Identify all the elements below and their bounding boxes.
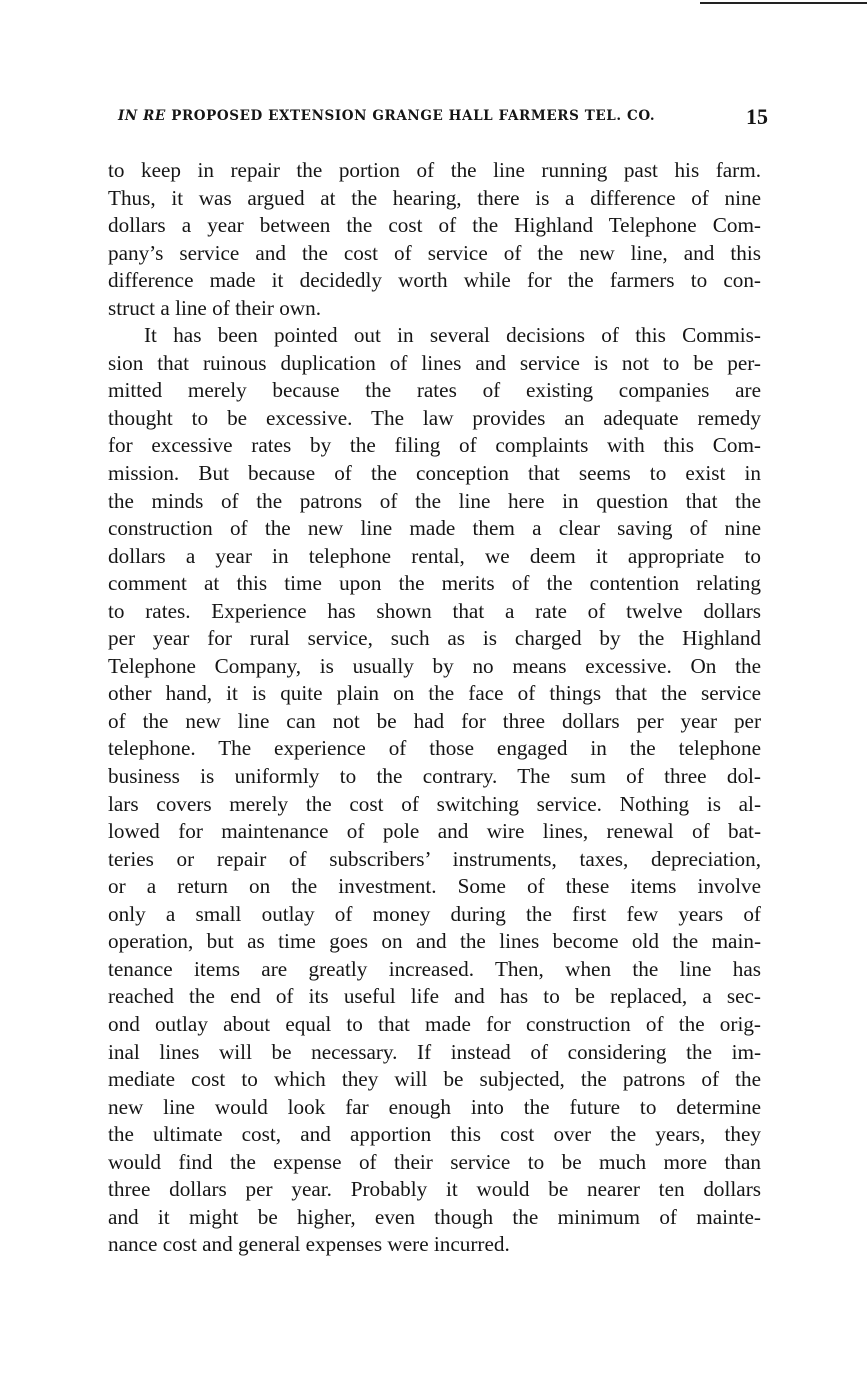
- body-text: [108, 157, 761, 1259]
- text-line: per year for rural service, such as is charged by the Highland: [108, 626, 761, 651]
- text-line: comment at this time upon the merits of the contention relating: [108, 571, 761, 596]
- text-line: and it might be higher, even though the minimum of mainte-: [108, 1204, 761, 1229]
- header-title-italic: IN RE: [118, 108, 166, 124]
- page-number: 15: [746, 104, 768, 129]
- text-line: sion that ruinous duplication of lines and service is not to be per-: [108, 350, 761, 375]
- text-line: mission. But because of the conception that seems to exist in: [108, 461, 761, 486]
- text-line: difference made it decidedly worth while for the farmers to con-: [108, 268, 761, 293]
- text-line: to keep in repair the portion of the line running past his farm.: [108, 158, 761, 182]
- text-line: other hand, it is quite plain on the face of things that the service: [108, 681, 761, 706]
- text-line: teries or repair of subscribers’ instruments, taxes, depreciation,: [108, 846, 761, 871]
- text-line: telephone. The experience of those engaged in the telephone: [108, 736, 761, 761]
- running-header: [118, 104, 768, 134]
- header-title-text: PROPOSED EXTENSION GRANGE HALL FARMERS TEL. CO.: [171, 108, 656, 124]
- text-line: to rates. Experience has shown that a rate of twelve dollars: [108, 598, 761, 623]
- text-line: It has been pointed out in several decisions of this Commis-: [144, 323, 761, 348]
- text-line: of the new line can not be had for three dollars per year per: [108, 708, 761, 733]
- header-title: [118, 108, 655, 124]
- text-line: Telephone Company, is usually by no means excessive. On the: [108, 653, 761, 678]
- paragraph: [108, 322, 761, 1259]
- text-line: pany’s service and the cost of service of the new line, and this: [108, 240, 761, 265]
- text-line: mediate cost to which they will be subjected, the patrons of the: [108, 1067, 761, 1092]
- text-line: business is uniformly to the contrary. The sum of three dol-: [108, 764, 761, 789]
- text-line: Thus, it was argued at the hearing, there is a difference of nine: [108, 185, 761, 210]
- text-line: ond outlay about equal to that made for construction of the orig-: [108, 1011, 761, 1036]
- text-line: inal lines will be necessary. If instead of considering the im-: [108, 1039, 761, 1064]
- text-line: the ultimate cost, and apportion this cost over the years, they: [108, 1122, 761, 1147]
- text-line: the minds of the patrons of the line here in question that the: [108, 488, 761, 513]
- text-line: dollars a year in telephone rental, we deem it appropriate to: [108, 543, 761, 568]
- text-line: for excessive rates by the filing of complaints with this Com-: [108, 433, 761, 458]
- text-line: three dollars per year. Probably it would be nearer ten dollars: [108, 1177, 761, 1202]
- text-line: only a small outlay of money during the first few years of: [108, 901, 761, 926]
- paragraph: [108, 157, 761, 322]
- text-line: new line would look far enough into the future to determine: [108, 1094, 761, 1119]
- text-line: operation, but as time goes on and the lines become old the main-: [108, 929, 761, 954]
- text-line: lars covers merely the cost of switching service. Nothing is al-: [108, 791, 761, 816]
- text-line: nance cost and general expenses were incurred.: [108, 1232, 510, 1257]
- text-line: or a return on the investment. Some of these items involve: [108, 874, 761, 899]
- text-line: mitted merely because the rates of existing companies are: [108, 378, 761, 403]
- top-edge-rule: [700, 2, 867, 4]
- text-line: dollars a year between the cost of the Highland Telephone Com-: [108, 213, 761, 238]
- text-line: struct a line of their own.: [108, 295, 321, 320]
- text-line: tenance items are greatly increased. Then, when the line has: [108, 956, 761, 981]
- text-line: lowed for maintenance of pole and wire lines, renewal of bat-: [108, 819, 761, 844]
- text-line: construction of the new line made them a clear saving of nine: [108, 516, 761, 541]
- text-line: thought to be excessive. The law provides an adequate remedy: [108, 405, 761, 430]
- text-line: reached the end of its useful life and has to be replaced, a sec-: [108, 984, 761, 1009]
- text-line: would find the expense of their service to be much more than: [108, 1149, 761, 1174]
